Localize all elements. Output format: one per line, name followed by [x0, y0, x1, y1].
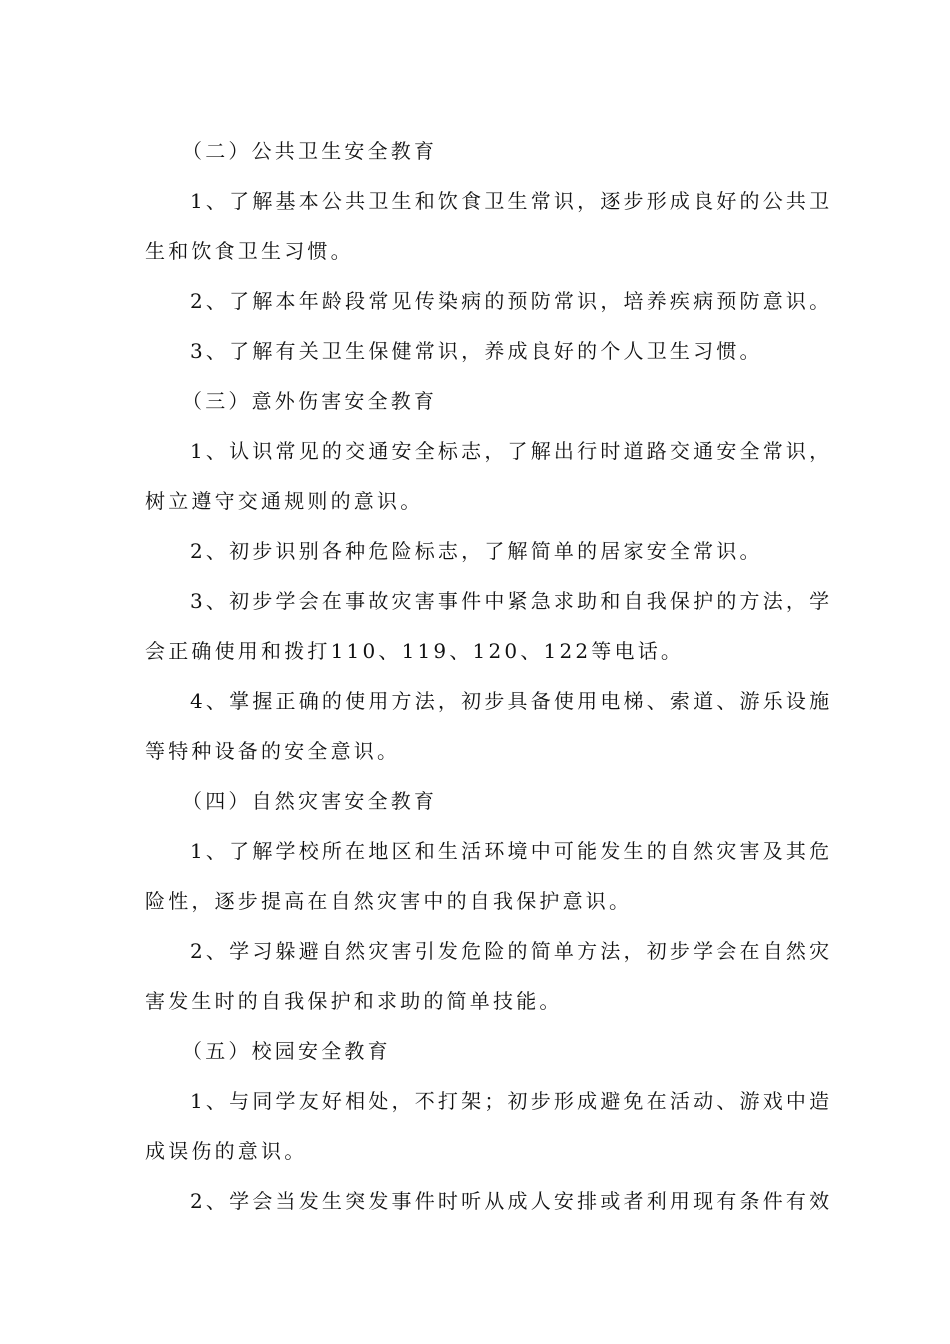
- paragraph-line: 树立遵守交通规则的意识。: [145, 489, 424, 513]
- paragraph-line: 害发生时的自我保护和求助的简单技能。: [145, 989, 563, 1013]
- section-heading-public-health: （二）公共卫生安全教育: [182, 139, 438, 163]
- paragraph-line: 会正确使用和拨打110、119、120、122等电话。: [145, 639, 685, 663]
- paragraph-line: 1、了解基本公共卫生和饮食卫生常识，逐步形成良好的公共卫: [190, 189, 833, 213]
- paragraph-line: 3、了解有关卫生保健常识，养成良好的个人卫生习惯。: [190, 339, 763, 363]
- section-heading-campus-safety: （五）校园安全教育: [182, 1039, 391, 1063]
- paragraph-line: 等特种设备的安全意识。: [145, 739, 401, 763]
- paragraph-line: 成误伤的意识。: [145, 1139, 308, 1163]
- paragraph-line: 3、初步学会在事故灾害事件中紧急求助和自我保护的方法，学: [190, 589, 833, 613]
- paragraph-line: 生和饮食卫生习惯。: [145, 239, 354, 263]
- paragraph-line: 2、学习躲避自然灾害引发危险的简单方法，初步学会在自然灾: [190, 939, 833, 963]
- section-heading-natural-disaster: （四）自然灾害安全教育: [182, 789, 438, 813]
- paragraph-line: 险性，逐步提高在自然灾害中的自我保护意识。: [145, 889, 633, 913]
- paragraph-line: 1、了解学校所在地区和生活环境中可能发生的自然灾害及其危: [190, 839, 833, 863]
- paragraph-line: 1、认识常见的交通安全标志，了解出行时道路交通安全常识，: [190, 439, 833, 463]
- section-heading-accidental-injury: （三）意外伤害安全教育: [182, 389, 438, 413]
- paragraph-line: 2、学会当发生突发事件时听从成人安排或者利用现有条件有效: [190, 1189, 833, 1213]
- paragraph-line: 4、掌握正确的使用方法，初步具备使用电梯、索道、游乐设施: [190, 689, 833, 713]
- paragraph-line: 1、与同学友好相处，不打架；初步形成避免在活动、游戏中造: [190, 1089, 833, 1113]
- paragraph-line: 2、了解本年龄段常见传染病的预防常识，培养疾病预防意识。: [190, 289, 833, 313]
- paragraph-line: 2、初步识别各种危险标志，了解简单的居家安全常识。: [190, 539, 763, 563]
